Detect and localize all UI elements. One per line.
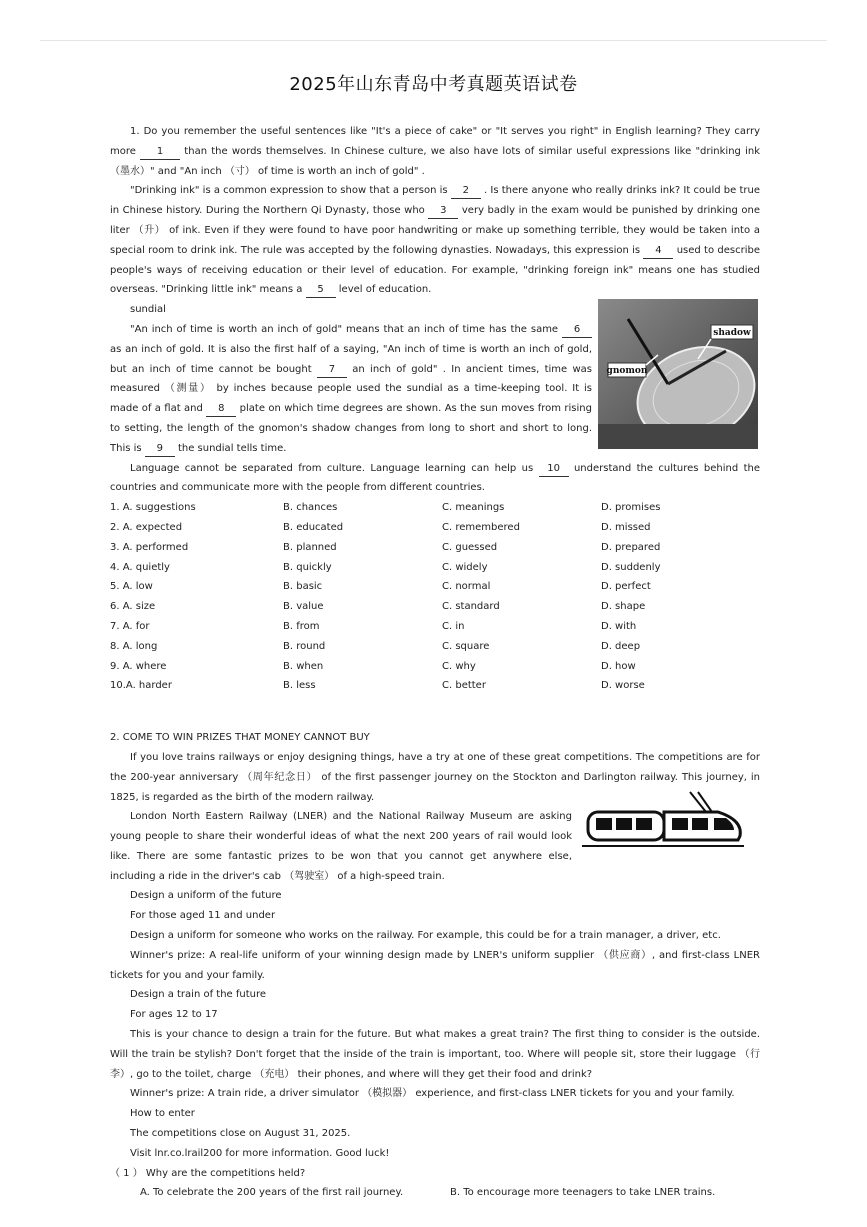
passage2-line9: How to enter [130, 1108, 195, 1120]
sundial-caption: sundial [130, 304, 166, 316]
passage1-paragraph2: "Drinking ink" is a common expression to show that a person is 2 . Is there anyone who really drinks ink? It could be true in Chinese history. During the Northern Qi Dynasty, those who 3 very badly in the exam would be punished by drinking one liter （升） of ink. Even if they were found to have poor handwriting or make up something terrible, they would be taken into a special room to drink ink. The rule was accepted by the following dynasties. Nowadays, this expression is 4 used to describe people's ways of receiving education or their level of education. For example, "drinking foreign ink" means one has studied overseas. "Drinking little ink" means a 5 level of education. [110, 181, 760, 300]
blank-4: 4 [643, 244, 673, 259]
document-body [110, 122, 760, 1203]
option-row: 6. A. size B. value C. standard D. shape [110, 601, 646, 613]
passage1-paragraph5: Language cannot be separated from culture. Language learning can help us 10 understand the cultures behind the countries and communicate more with the people from different countries. [110, 462, 760, 494]
blank-2: 2 [451, 184, 481, 199]
passage2-line4: Winner's prize: A real-life uniform of your winning design made by LNER's uniform supplier （供应商）, and first-class LNER tickets for you and your family. [110, 949, 760, 981]
question-1-options [110, 1183, 760, 1203]
question-1-option-a: A. To celebrate the 200 years of the first rail journey. [140, 1187, 404, 1199]
option-row: 7. A. for B. from C. in D. with [110, 620, 637, 632]
option-row: 9. A. where B. when C. why D. how [110, 660, 636, 672]
question-1: （ 1 ） Why are the competitions held? [110, 1167, 306, 1179]
passage2-paragraph1: If you love trains railways or enjoy designing things, have a try at one of these great competitions. The competitions are for the 200-year anniversary （周年纪念日） of the first passenger journey on the Stockton and Darlington railway. This journey, in 1825, is regarded as the birth of the modern railway. [110, 751, 760, 803]
option-row: 10.A. harder B. less C. better D. worse [110, 680, 645, 692]
blank-10: 10 [539, 462, 569, 477]
blank-9: 9 [145, 442, 175, 457]
passage2-line3: Design a uniform for someone who works on the railway. For example, this could be for a train manager, a driver, etc. [130, 930, 721, 942]
blank-7: 7 [317, 363, 347, 378]
option-row: 4. A. quietly B. quickly C. widely D. suddenly [110, 561, 661, 573]
option-row: 1. A. suggestions B. chances C. meanings D. promises [110, 502, 661, 514]
option-row: 5. A. low B. basic C. normal D. perfect [110, 581, 651, 593]
option-row: 8. A. long B. round C. square D. deep [110, 640, 641, 652]
blank-1: 1 [140, 145, 180, 160]
page-title: 2025年山东青岛中考真题英语试卷 [289, 74, 578, 95]
blank-3: 3 [428, 204, 458, 219]
blank-6: 6 [562, 323, 592, 338]
options-table [110, 498, 760, 696]
gnomon-label: gnomon [606, 366, 648, 376]
passage2-line6: For ages 12 to 17 [130, 1009, 218, 1021]
question-1-option-b: B. To encourage more teenagers to take LNER trains. [450, 1187, 716, 1199]
passage1-paragraph1: 1. Do you remember the useful sentences like "It's a piece of cake" or "It serves you right" in English learning? They carry more 1 than the words themselves. In Chinese culture, we also have lots of similar useful expressions like "drinking ink （墨水）" and "An inch （寸） of time is worth an inch of gold" . [110, 126, 760, 177]
passage2-paragraph2: London North Eastern Railway (LNER) and the National Railway Museum are asking young people to share their wonderful ideas of what the next 200 years of rail would look like. There are some fantastic prizes to be won that you cannot get anywhere else, including a ride in the driver's cab （驾驶室） of a high-speed train. [110, 811, 572, 882]
passage2-line10: The competitions close on August 31, 2025. [130, 1128, 351, 1140]
passage2-line7: This is your chance to design a train for the future. But what makes a great train? The first thing to consider is the outside. Will the train be stylish? Don't forget that the inside of the train is important, too. Where will people sit, store their luggage （行李）, go to the toilet, charge （充电） their phones, and where will they get their food and drink? [110, 1029, 760, 1080]
passage2-line5: Design a train of the future [130, 989, 267, 1001]
blank-5: 5 [306, 283, 336, 298]
option-row: 3. A. performed B. planned C. guessed D. prepared [110, 541, 661, 553]
option-row: 2. A. expected B. educated C. remembered D. missed [110, 521, 651, 533]
top-divider [40, 40, 827, 41]
passage2-line1: Design a uniform of the future [130, 890, 282, 902]
shadow-label: shadow [713, 328, 751, 338]
passage2-line2: For those aged 11 and under [130, 910, 276, 922]
passage1-paragraph4: "An inch of time is worth an inch of gold" means that an inch of time has the same 6 as an inch of gold. It is also the first half of a saying, "An inch of time is worth an inch of gold, but an inch of time cannot be bought 7 an inch of gold" . In ancient times, time was measured （测量） by inches because people used the sundial as a time-keeping tool. It is made of a flat and 8 plate on which time degrees are shown. As the sun moves from rising to setting, the length of the gnomon's shadow changes from long to short and short to long. This is 9 the sundial tells time. [110, 320, 592, 459]
blank-8: 8 [206, 402, 236, 417]
passage2-line11: Visit lnr.co.lrail200 for more information. Good luck! [130, 1147, 390, 1159]
passage2-heading: 2. COME TO WIN PRIZES THAT MONEY CANNOT BUY [110, 732, 370, 744]
passage2-line8: Winner's prize: A train ride, a driver simulator （模拟器） experience, and first-class LNER tickets for you and your family. [130, 1088, 735, 1100]
